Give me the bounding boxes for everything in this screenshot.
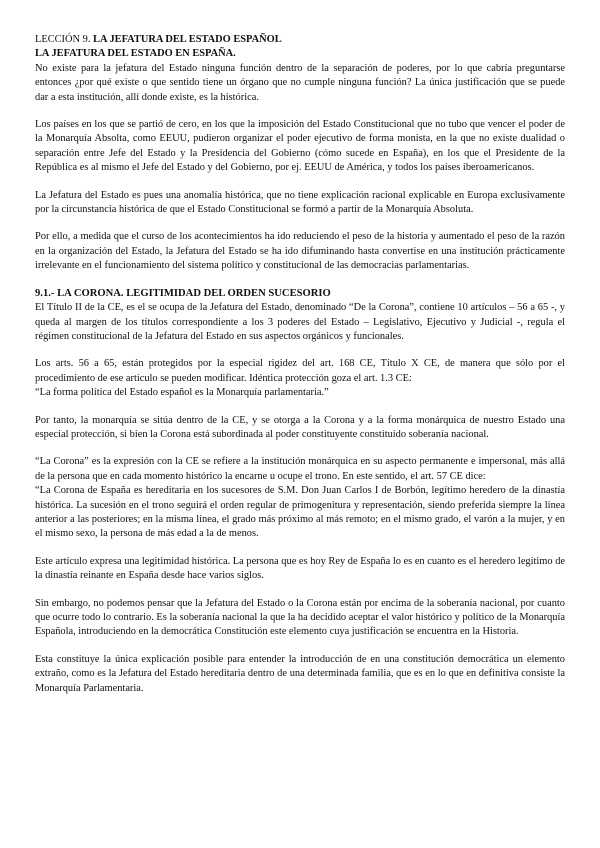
section-paragraph-7: Esta constituye la única explicación posible para entender la introducción de en una constitución democrática un elemento extraño, como es la Jefatura del Estado hereditaria dentro de una determinada familia, que es en lo que en definitiva consiste la Monarquía Parlamentaria. xyxy=(35,653,565,694)
subtitle: LA JEFATURA DEL ESTADO EN ESPAÑA. xyxy=(35,48,236,60)
intro-paragraph-1: No existe para la jefatura del Estado ninguna función dentro de la separación de poderes, por lo que cabría preguntarse entonces ¿por qué existe o que sentido tiene un órgano que no cumple ninguna función? La única justificación que se puede dar a esta institución, allí donde existe, es la histórica. xyxy=(35,62,565,103)
section-paragraph-2: Los arts. 56 a 65, están protegidos por la especial rigidez del art. 168 CE, Título X CE, de manera que sólo por el procedimiento de ese artículo se pueden modificar. Idéntica protección goza el art. 1.3 CE: xyxy=(35,358,565,384)
intro-paragraph-4: Por ello, a medida que el curso de los acontecimientos ha ido reduciendo el peso de la historia y aumentado el peso de la razón en la organización del Estado, la Jefatura del Estado se ha ido difuminando hasta convertise en una institución prácticamente irrelevante en el funcionamiento del sistema político y constitucional de las democracias parlamentarias. xyxy=(35,231,565,272)
intro-paragraph-3: La Jefatura del Estado es pues una anomalía histórica, que no tiene explicación racional explicable en Europa exclusivamente por la circunstancia histórica de que el Estado Constitucional se formó a partir de la Monarquía Absoluta. xyxy=(35,189,565,216)
lesson-title xyxy=(35,33,565,47)
lesson-title-text: LA JEFATURA DEL ESTADO ESPAÑOL xyxy=(93,34,282,45)
constitution-quote-1: “La forma política del Estado español es la Monarquía parlamentaria.” xyxy=(35,387,329,399)
section-paragraph-5: Este artículo expresa una legitimidad histórica. La persona que es hoy Rey de España lo es en cuanto es el heredero legítimo de la dinastía reinante en España desde hace varios siglos. xyxy=(35,555,565,582)
section-paragraph-1: El Título II de la CE, es el se ocupa de la Jefatura del Estado, denominado “De la Corona”, contiene 10 artículos – 56 a 65 -, y queda al margen de los títulos correspondiente a los 3 poderes del Estado – Legislativo, Ejecutivo y Judicial -, regula el régimen constitucional de la Jefatura del Estado en sus aspectos orgánicos y funcionales. xyxy=(35,302,565,342)
document-page xyxy=(35,33,565,696)
intro-paragraph-2: Los países en los que se partió de cero, en los que la imposición del Estado Constitucional que no tubo que vencer el poder de la Monarquía Absolta, como EEUU, pudieron organizar el poder ejecutivo de forma monista, en la que no existe dualidad o separación entre Jefe del Estado y la Presidencia del Gobierno (cómo sucede en España), en los que el Presidente de la República es al mismo el Jefe del Estado y del Gobierno, por ej. EEUU de América, y todos los países iberoamericanos. xyxy=(35,119,565,174)
constitution-quote-2: “La Corona de España es hereditaria en los sucesores de S.M. Don Juan Carlos I de Borbón, legítimo heredero de la dinastía histórica. La sucesión en el trono seguirá el orden regular de primogenitura y representación, siendo preferida siempre la línea anterior a las posteriores; en la misma línea, el grado más próximo al más remoto; en el mismo grado, el varón a la mujer, y en el mismo sexo, la persona de más edad a la de menos. xyxy=(35,485,565,540)
section-paragraph-6: Sin embargo, no podemos pensar que la Jefatura del Estado o la Corona están por encima de la soberanía nacional, por cuanto que ocurre todo lo contrario. Es la soberanía nacional la que la ha decidido aceptar el valor histórico y político de la Monarquía Española, introduciendo en la democrática Constitución este elemento cuya justificación se encuentra en la Historia. xyxy=(35,597,565,638)
section-paragraph-3: Por tanto, la monarquía se sitúa dentro de la CE, y se otorga a la Corona y a la forma monárquica de nuestro Estado una especial protección, si bien la Corona está subordinada al poder constituyente constituido soberanía nacional. xyxy=(35,414,565,440)
lesson-prefix: LECCIÓN 9. xyxy=(35,34,94,45)
section-heading: 9.1.- LA CORONA. LEGITIMIDAD DEL ORDEN SUCESORIO xyxy=(35,287,331,299)
section-paragraph-4: “La Corona” es la expresión con la CE se refiere a la institución monárquica en su aspecto permanente e impersonal, más allá de la persona que en cada momento histórico la encarne u ocupe el trono. En este sentido, el art. 57 CE dice: xyxy=(35,456,565,482)
